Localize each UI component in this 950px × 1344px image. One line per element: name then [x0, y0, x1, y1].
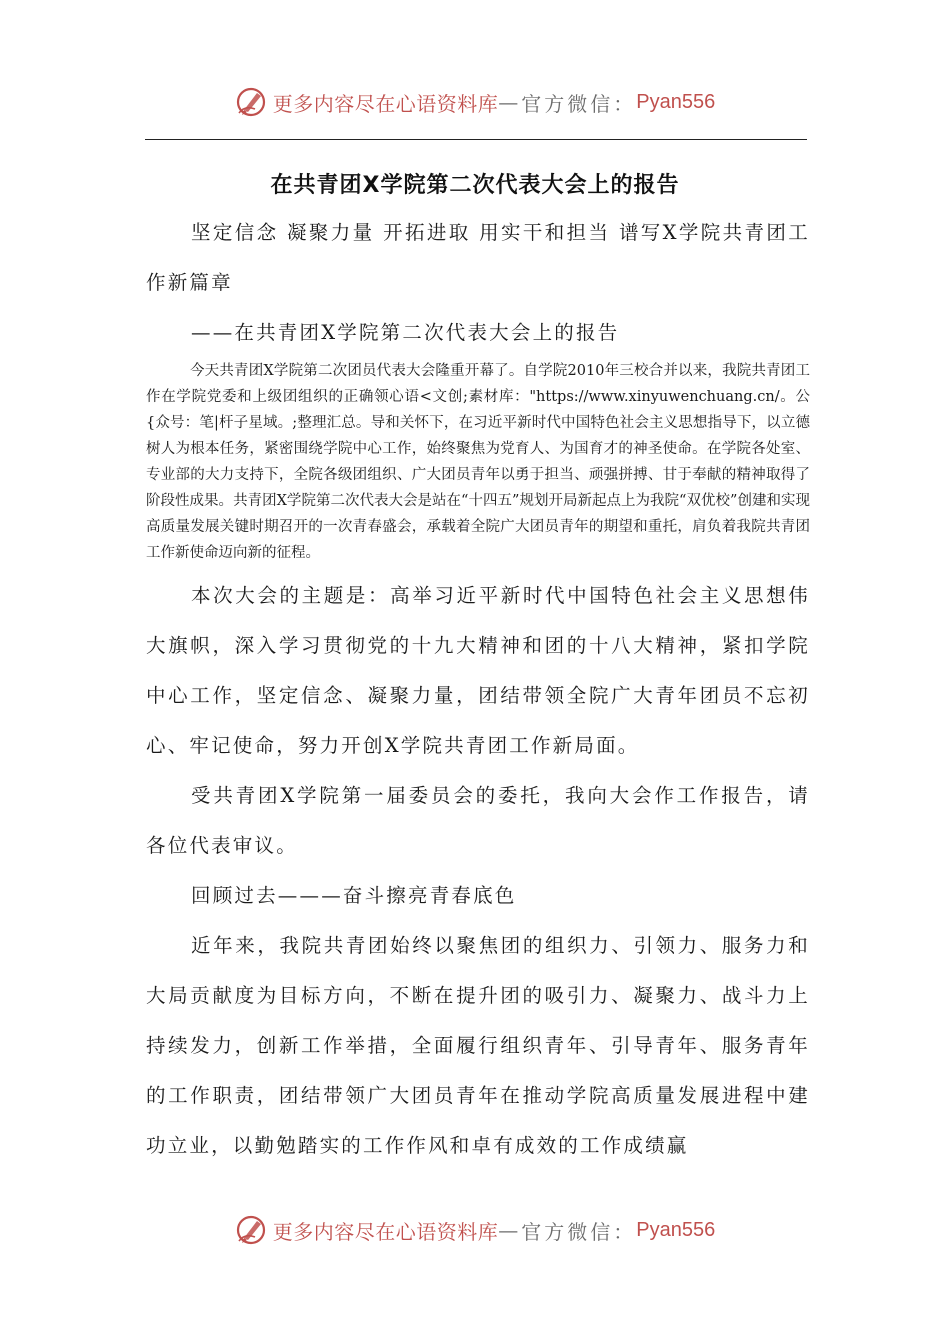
- document-body: [146, 208, 810, 1171]
- subtitle-paragraph: 坚定信念 凝聚力量 开拓进取 用实干和担当 谱写X学院共青团工作新篇章: [146, 221, 810, 294]
- header-banner: [0, 82, 950, 122]
- banner-separator: —: [498, 90, 522, 114]
- document-title: 在共青团X学院第二次代表大会上的报告: [270, 173, 680, 198]
- opening-paragraph: 今天共青团X学院第二次团员代表大会隆重开幕了。自学院2010年三校合并以来，我院共青团工作在学院党委和上级团组织的正确领心语<文创;素材库："https://www.xinyuwenchuang.cn/。公{众号：笔|杆子星域。;整理汇总。导和关怀下，在习近平新时代中国特色社会主义思想指导下，以立德树人为根本任务，紧密围绕学院中心工作，始终聚焦为党育人、为国育才的神圣使命。在学院各处室、专业部的大力支持下，全院各级团组织、广大团员青年以勇于担当、顽强拼搏、甘于奉献的精神取得了阶段性成果。共青团X学院第二次代表大会是站在“十四五”规划开局新起点上为我院“双优校”创建和实现高质量发展关键时期召开的一次青春盛会，承载着全院广大团员青年的期望和重托，肩负着我院共青团工作新使命迈向新的征程。: [146, 363, 810, 561]
- banner-main-text: 更多内容尽在心语资料库: [272, 91, 499, 116]
- banner-separator: —: [498, 1218, 522, 1242]
- banner-wechat-label: 官方微信：: [521, 1219, 637, 1244]
- review-paragraph: 近年来，我院共青团始终以聚焦团的组织力、引领力、服务力和大局贡献度为目标方向，不断在提升团的吸引力、凝聚力、战斗力上持续发力，创新工作举措，全面履行组织青年、引导青年、服务青年的工作职责，团结带领广大团员青年在推动学院高质量发展进程中建功立业，以勤勉踏实的工作作风和卓有成效的工作成绩赢: [146, 934, 810, 1157]
- section-heading: 回顾过去———奋斗擦亮青春底色: [191, 884, 517, 907]
- entrusted-paragraph: 受共青团X学院第一届委员会的委托，我向大会作工作报告，请各位代表审议。: [146, 784, 810, 857]
- header-divider: [145, 139, 807, 140]
- theme-paragraph: 本次大会的主题是：高举习近平新时代中国特色社会主义思想伟大旗帜，深入学习贯彻党的十九大精神和团的十八大精神，紧扣学院中心工作，坚定信念、凝聚力量，团结带领全院广大青年团员不忘初心、牢记使命，努力开创X学院共青团工作新局面。: [146, 584, 810, 757]
- report-caption: ——在共青团X学院第二次代表大会上的报告: [191, 321, 620, 344]
- pen-logo-icon: [235, 85, 269, 119]
- pen-logo-icon: [235, 1213, 269, 1247]
- banner-wechat-label: 官方微信：: [521, 91, 637, 116]
- footer-banner: [0, 1210, 950, 1250]
- banner-wechat-id: Pyan556: [636, 90, 716, 113]
- banner-wechat-id: Pyan556: [636, 1218, 716, 1241]
- banner-main-text: 更多内容尽在心语资料库: [272, 1219, 499, 1244]
